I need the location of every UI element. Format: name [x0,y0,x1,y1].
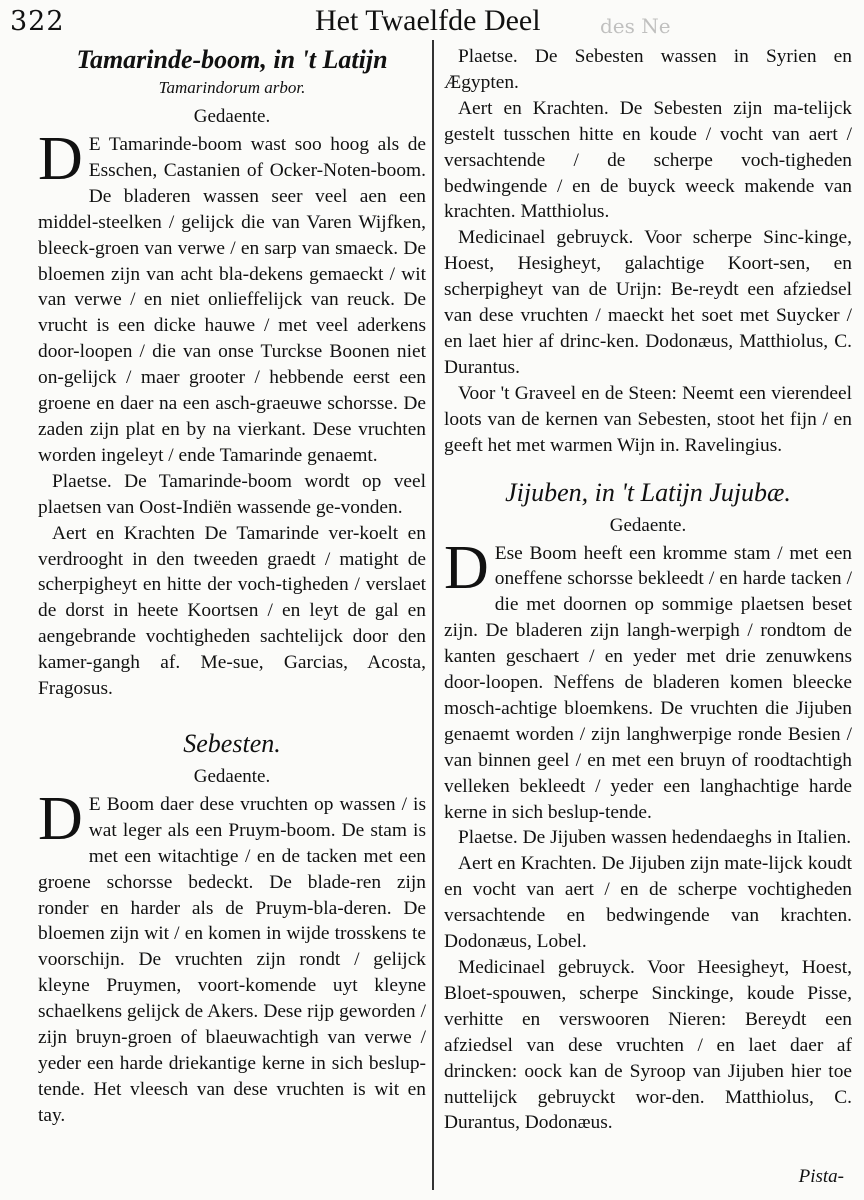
paragraph-aert [444,851,852,955]
paragraph-text: De Sebesten zijn ma-telijck gestelt tusschen hitte en koude / vocht van aert / versachtende / de scherpe voch-tigheden bedwingende / en de buyck weeck makende van krachten. Matthiolus. [444,97,853,223]
paragraph-text: Voor Heesigheyt, Hoest, Bloet-spouwen, scherpe Sinckinge, koude Pisse, verhitte en verswooren Nieren: Bereydt een afziedsel van dese vruchten / en laet daer af drincken: oock kan de Syroop van Jijuben hier toe nuttelijck gebruyckt wor-den. Matthiolus, C. Durantus, Dodonæus. [444,957,853,1134]
right-column [444,44,852,1136]
section-title-text: Jijuben, in 't Latijn Jujubæ. [505,477,791,507]
section-title-sebesten [38,728,426,760]
drop-cap: D [38,784,83,853]
drop-cap: D [444,533,489,602]
paragraph-text: De Jijuben wassen hedendaeghs in Italien. [522,827,852,849]
paragraph-label: Medicinael gebruyck. [458,227,634,249]
left-column [38,44,426,1129]
paragraph-label: Plaetse. [458,827,518,849]
paragraph-gedaente [38,125,426,469]
paragraph-plaetse [444,825,852,851]
paragraph-label: Aert en Krachten. [458,97,609,119]
paragraph-text: Voor scherpe Sinc-kinge, Hoest, Hesigheyt, galachtige Koort-sen, en scherpigheyt van de Urijn: Be-reydt een afziedsel van dese vruchten / maeckt het soet met Suycker / en laet hier af drinc-ken. Dodonæus, Matthiolus, C. Durantus. [444,227,852,378]
drop-cap: D [38,125,83,193]
paragraph-text: E Tamarinde-boom wast soo hoog als de Esschen, Castanien of Ocker-Noten-boom. De bladeren wassen seer veel aen een middel-steelken / gelijck die van Varen Wijfken, bleeck-groen van verwe / en sarp van smaeck. De bloemen zijn van acht bla-dekens gemaeckt / wit van verwe / en niet onlieffelijck van reuck. De vrucht is een dicke hauwe / met veel aderkens door-loopen / die van onse Turckse Boonen niet on-gelijck / maer grooter / hebbende eerst een groene en daer na een asch-graeuwe schorsse. De zaden zijn plat en by na vierkant. Dese vruchten worden ingeleyt / ende Tamarinde genaemt. [38,134,426,466]
paragraph-label: Medicinael gebruyck. [458,957,635,978]
paragraph-aert [38,521,426,702]
paragraph-plaetse [38,469,426,521]
paragraph-text: De Jijuben zijn mate-lijck koudt en vocht van aert / en de scherpe vochtigheden versachtende en bedwingende van krachten. Dodonæus, Lobel. [444,853,852,953]
paragraph-text: Neemt een vierendeel loots van de kernen van Sebesten, stoot het fijn / en geeft het met warmen Wijn in. Ravelingius. [444,382,852,456]
running-title: Het Twaelfde Deel [315,4,541,37]
paragraph-label: Aert en Krachten. [458,853,597,875]
subheading-gedaente: Gedaente. [193,106,271,127]
paragraph-gedaente [444,533,852,826]
bleed-through-text: des Ne [600,14,671,38]
catchword: Pista- [798,1166,844,1187]
latin-name: Tamarindorum arbor. [158,78,306,97]
paragraph-aert [444,96,852,226]
paragraph-label: Voor 't Graveel en de Steen: [458,382,677,404]
paragraph-graveel [444,381,852,459]
paragraph-label: Plaetse. [52,470,112,492]
paragraph-label: Plaetse. [458,46,518,67]
column-divider [432,40,434,1190]
paragraph-medicinael [444,955,852,1136]
paragraph-gedaente [38,784,426,1129]
paragraph-label: Aert en Krachten [52,522,195,544]
paragraph-text: Ese Boom heeft een kromme stam / met een oneffene schorsse bekleedt / en harde tacken / die met doornen op sommige plaetsen beset zijn. De bladeren zijn langh-werpigh / rondtom de kanten geschaert / en yeder met drie zenuwkens door-loopen. Neffens de bladeren komen bleecke mosch-achtige bloemkens. De vruchten die Jijuben genaemt worden / zijn langhwerpige ronde Besien / van binnen geel / en met een bruyn of roodtachtigh velleken bekleedt / yeder een langhachtige harde kerne in sich beslup-tende. [444,542,852,823]
section-title-text: Tamarinde-boom, in 't Latijn [76,45,388,74]
paragraph-plaetse [444,44,852,96]
page-number: 322 [10,6,65,37]
paragraph-text: De Tamarinde-boom wordt op veel plaetsen van Oost-Indiën wassende ge-vonden. [38,470,426,518]
subheading-gedaente: Gedaente. [193,765,271,787]
section-title-tamarinde [38,44,426,76]
subheading-gedaente: Gedaente. [609,514,687,536]
paragraph-text: E Boom daer dese vruchten op wassen / is wat leger als een Pruym-boom. De stam is met een witachtige / en de tacken met een groene schorsse bedeckt. De blade-ren zijn ronder en harder als de Pruym-bla-deren. De bloemen zijn wit / en komen in wijde trosskens te voorschijn. De vruchten zijn rondt / gelijck kleyne Pruymen, voort-komende uyt kleyne schaelkens gelijck de Akers. Dese rijp geworden / zijn bruyn-groen of blaeuwachtigh van verwe / yeder een harde driekantige kerne in sich beslup-tende. Het vleesch van dese vruchten is wit en tay. [38,793,426,1126]
section-title-text: Sebesten. [183,728,281,758]
paragraph-text: De Tamarinde ver-koelt en verdrooght in den tweeden graedt / matight de scherpigheyt en hitte der voch-tigheden / verslaet de dorst in heete Koortsen / en leyt de gal en aengebrande vochtigheden sachtelijck door den kamer-gangh af. Me-sue, Garcias, Acosta, Fragosus. [38,522,426,700]
page-header [0,4,864,40]
paragraph-medicinael [444,225,852,380]
paragraph-text: De Sebesten wassen in Syrien en Ægypten. [444,46,852,93]
section-title-jijuben [444,477,852,509]
